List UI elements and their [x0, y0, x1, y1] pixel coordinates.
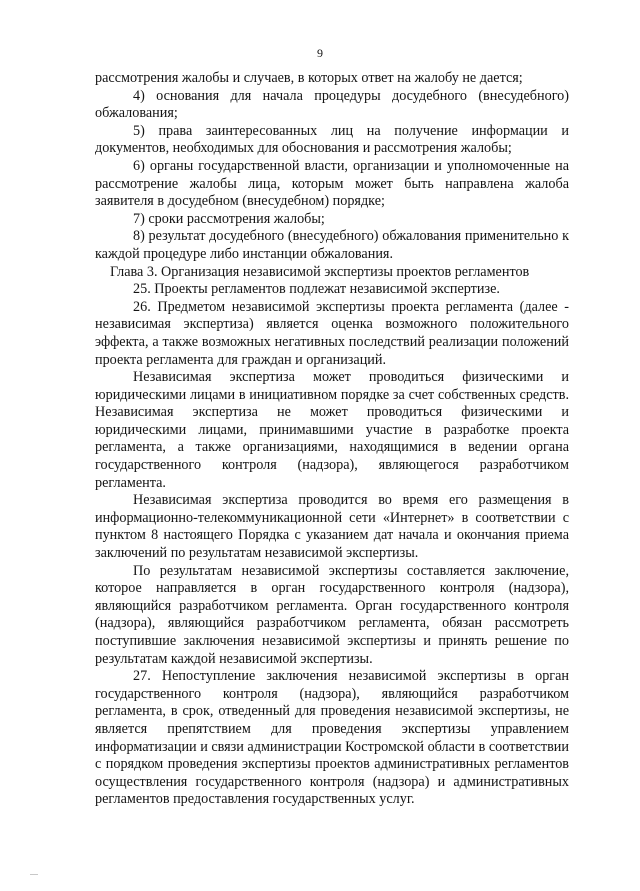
page-number: 9 [317, 46, 323, 60]
list-item-4: 4) основания для начала процедуры досудебного (внесудебного) обжалования; [95, 87, 569, 122]
paragraph-25: 25. Проекты регламентов подлежат независимой экспертизе. [133, 281, 500, 298]
list-item-6: 6) органы государственной власти, организации и уполномоченные на рассмотрение жалобы лица, которым может быть направлена жалоба заявителя в досудебном (внесудебном) порядке; [95, 157, 569, 210]
scan-artifact [30, 874, 38, 875]
list-continuation: рассмотрения жалобы и случаев, в которых ответ на жалобу не дается; [95, 70, 523, 86]
document-body [95, 70, 569, 809]
paragraph-26-expertise-results: По результатам независимой экспертизы составляется заключение, которое направляется в орган государственного контроля (надзора), являющийся разработчиком регламента. Орган государственного контроля (надзора), являющийся разработчиком регламента, обязан рассмотреть поступившие заключения независимой экспертизы и принять решение по результатам каждой независимой экспертизы. [95, 562, 569, 667]
paragraph-26-expertise-parties: Независимая экспертиза может проводиться физическими и юридическими лицами в инициативном порядке за счет собственных средств. Независимая экспертиза не может проводиться физическими и юридическими лицами, принимавшими участие в разработке проекта регламента, а также организациями, находящимися в ведении органа государственного контроля (надзора), являющегося разработчиком регламента. [95, 369, 569, 491]
list-item-8: 8) результат досудебного (внесудебного) обжалования применительно к каждой процедуре либо инстанции обжалования. [95, 228, 569, 262]
list-item-5: 5) права заинтересованных лиц на получение информации и документов, необходимых для обоснования и рассмотрения жалобы; [95, 122, 569, 157]
list-item-7: 7) сроки рассмотрения жалобы; [133, 210, 325, 227]
paragraph-26-expertise-timing: Независимая экспертиза проводится во время его размещения в информационно-телекоммуникационной сети «Интернет» в соответствии с пунктом 8 настоящего Порядка с указанием дат начала и окончания приема заключений по результатам независимой экспертизы. [95, 492, 569, 562]
paragraph-27: 27. Непоступление заключения независимой экспертизы в орган государственного контроля (надзора), являющийся разработчиком регламента, в срок, отведенный для проведения независимой экспертизы, не является препятствием для проведения экспертизы управлением информатизации и связи администрации Костромской области в соответствии с порядком проведения экспертизы проектов административных регламентов осуществления государственного контроля (надзора) и административных регламентов предоставления государственных услуг. [95, 668, 569, 808]
chapter-heading: Глава 3. Организация независимой экспертизы проектов регламентов [110, 263, 530, 280]
paragraph-26: 26. Предметом независимой экспертизы проекта регламента (далее - независимая экспертиза) является оценка возможного положительного эффекта, а также возможных негативных последствий реализации положений проекта регламента для граждан и организаций. [95, 298, 569, 368]
